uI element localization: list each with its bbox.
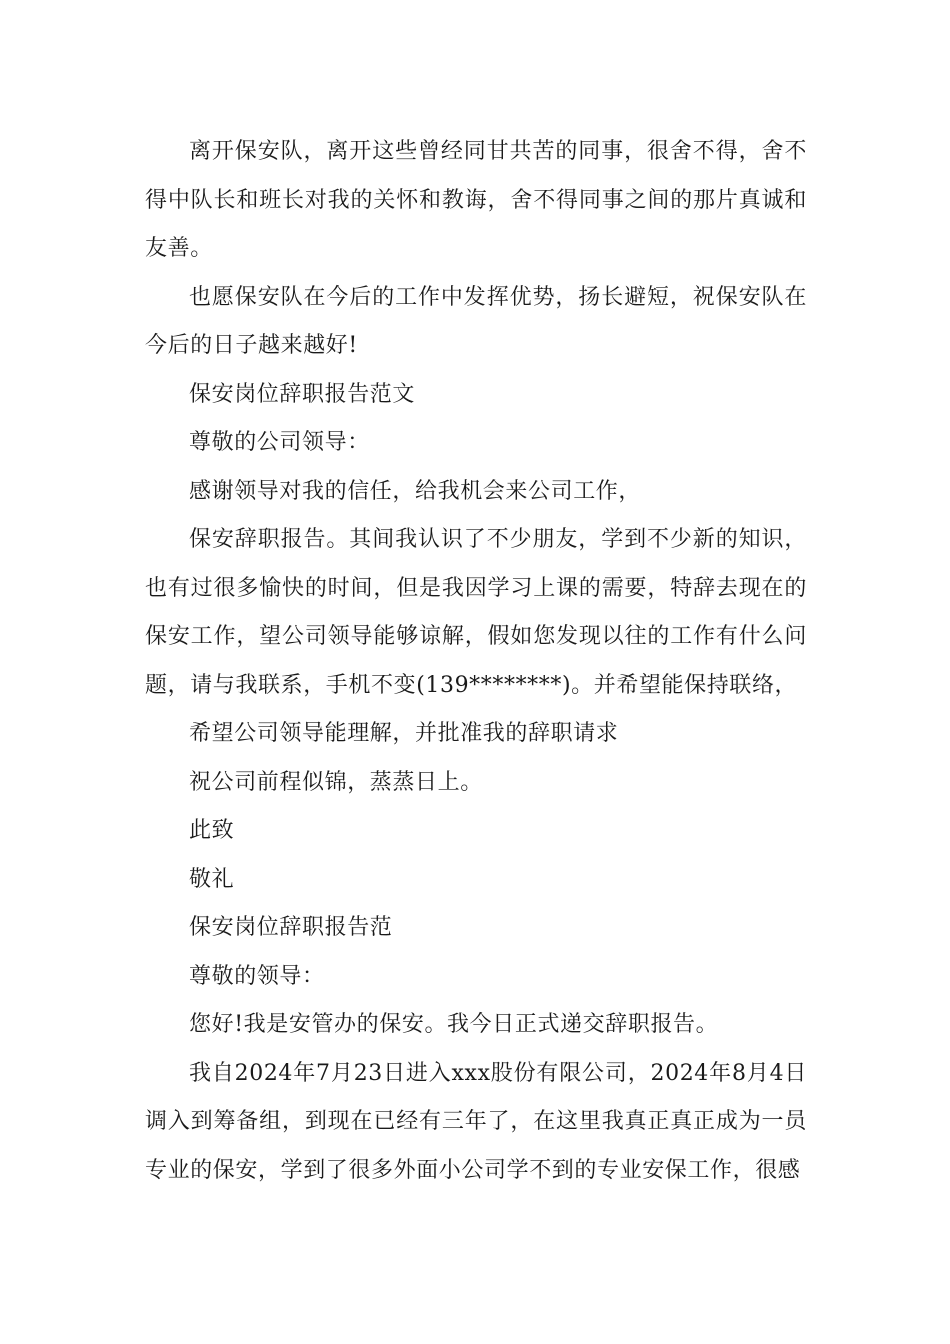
paragraph-wishes: 也愿保安队在今后的工作中发挥优势，扬长避短，祝保安队在今后的日子越来越好!: [145, 284, 807, 358]
paragraph-request: 希望公司领导能理解，并批准我的辞职请求: [189, 721, 619, 746]
document-body: [145, 128, 807, 1195]
paragraph-blessing: 祝公司前程似锦，蒸蒸日上。: [189, 769, 483, 795]
closing-jingli: 敬礼: [189, 866, 235, 892]
salutation-2: 尊敬的领导：: [189, 963, 325, 989]
salutation-1: 尊敬的公司领导：: [189, 430, 370, 455]
paragraph-thanks: 感谢领导对我的信任，给我机会来公司工作，: [189, 478, 642, 504]
paragraph-farewell: 离开保安队，离开这些曾经同甘共苦的同事，很舍不得，舍不得中队长和班长对我的关怀和教诲，舍不得同事之间的那片真诚和友善。: [145, 139, 807, 261]
paragraph-greeting: 您好!我是安管办的保安。我今日正式递交辞职报告。: [189, 1012, 719, 1037]
closing-cizhi: 此致: [189, 818, 235, 843]
section-title-2: 保安岗位辞职报告范: [189, 915, 393, 940]
paragraph-resignation-reason: 保安辞职报告。其间我认识了不少朋友，学到不少新的知识，也有过很多愉快的时间，但是我因学习上课的需要，特辞去现在的保安工作，望公司领导能够谅解，假如您发现以往的工作有什么问题，请与我联系，手机不变(139********)。并希望能保持联络，: [145, 527, 807, 698]
section-title-1: 保安岗位辞职报告范文: [189, 381, 416, 407]
paragraph-history: 我自2024年7月23日进入xxx股份有限公司，2024年8月4日调入到筹备组，到现在已经有三年了，在这里我真正真正成为一员专业的保安，学到了很多外面小公司学不到的专业安保工作，很感: [145, 1060, 807, 1183]
